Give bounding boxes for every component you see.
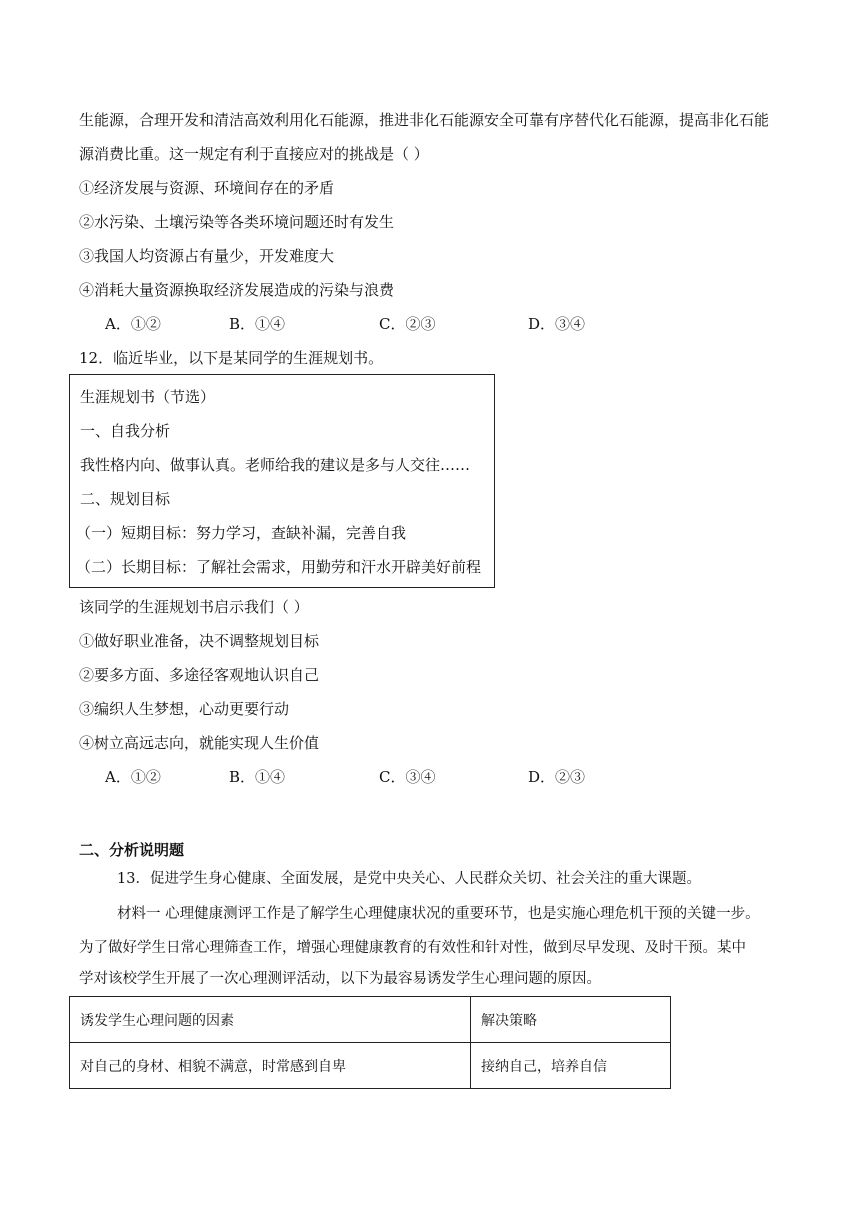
psych-factors-table	[69, 996, 671, 1089]
table-cell-strategy: 接纳自己，培养自信	[471, 1043, 671, 1089]
q12-stem: 12．临近毕业，以下是某同学的生涯规划书。	[79, 349, 384, 367]
section-heading: 二、分析说明题	[79, 841, 185, 859]
career-plan-section-1: 一、自我分析	[80, 422, 171, 440]
q11-option-a: A．①②	[105, 315, 161, 333]
q12-item-2: ②要多方面、多途径客观地认识自己	[79, 666, 320, 684]
q12-item-1: ①做好职业准备，决不调整规划目标	[79, 632, 320, 650]
career-plan-box	[69, 374, 495, 588]
q11-stem-line-1: 生能源，合理开发和清洁高效利用化石能源，推进非化石能源安全可靠有序替代化石能源，提高非化石能	[79, 111, 770, 129]
career-plan-self-analysis: 我性格内向、做事认真。老师给我的建议是多与人交往……	[80, 456, 471, 474]
q11-option-b: B．①④	[229, 315, 286, 333]
q11-item-4: ④消耗大量资源换取经济发展造成的污染与浪费	[79, 281, 395, 299]
q11-item-3: ③我国人均资源占有量少，开发难度大	[79, 247, 335, 265]
q13-stem: 13．促进学生身心健康、全面发展，是党中央关心、人民群众关切、社会关注的重大课题。	[117, 871, 701, 887]
table-header-factor: 诱发学生心理问题的因素	[70, 997, 471, 1043]
table-header-row	[70, 997, 671, 1043]
q12-option-d: D．②③	[528, 768, 586, 786]
career-plan-section-2: 二、规划目标	[80, 490, 171, 508]
table-row	[70, 1043, 671, 1089]
q12-option-b: B．①④	[229, 768, 286, 786]
career-plan-long-term: （二）长期目标：了解社会需求，用勤劳和汗水开辟美好前程	[76, 558, 482, 576]
career-plan-short-term: （一）短期目标：努力学习，查缺补漏，完善自我	[76, 524, 407, 542]
q11-option-c: C．②③	[379, 315, 436, 333]
material-1-line-2: 为了做好学生日常心理筛查工作，增强心理健康教育的有效性和针对性，做到尽早发现、及时干预。某中	[79, 940, 746, 956]
q12-item-4: ④树立高远志向，就能实现人生价值	[79, 734, 320, 752]
q11-stem-line-2: 源消费比重。这一规定有利于直接应对的挑战是（ ）	[79, 145, 429, 163]
q11-option-d: D．③④	[528, 315, 586, 333]
table-cell-factor: 对自己的身材、相貌不满意，时常感到自卑	[70, 1043, 471, 1089]
material-1-line-1: 材料一 心理健康测评工作是了解学生心理健康状况的重要环节，也是实施心理危机干预的关键一步。	[117, 906, 760, 922]
q12-question: 该同学的生涯规划书启示我们（ ）	[79, 598, 309, 616]
material-1-line-3: 学对该校学生开展了一次心理测评活动，以下为最容易诱发学生心理问题的原因。	[79, 971, 601, 987]
q12-option-a: A．①②	[105, 768, 161, 786]
q12-option-c: C．③④	[379, 768, 436, 786]
q11-item-2: ②水污染、土壤污染等各类环境问题还时有发生	[79, 213, 395, 231]
q11-item-1: ①经济发展与资源、环境间存在的矛盾	[79, 179, 335, 197]
career-plan-title: 生涯规划书（节选）	[80, 388, 216, 406]
q12-item-3: ③编织人生梦想，心动更要行动	[79, 700, 290, 718]
table-header-strategy: 解决策略	[471, 997, 671, 1043]
